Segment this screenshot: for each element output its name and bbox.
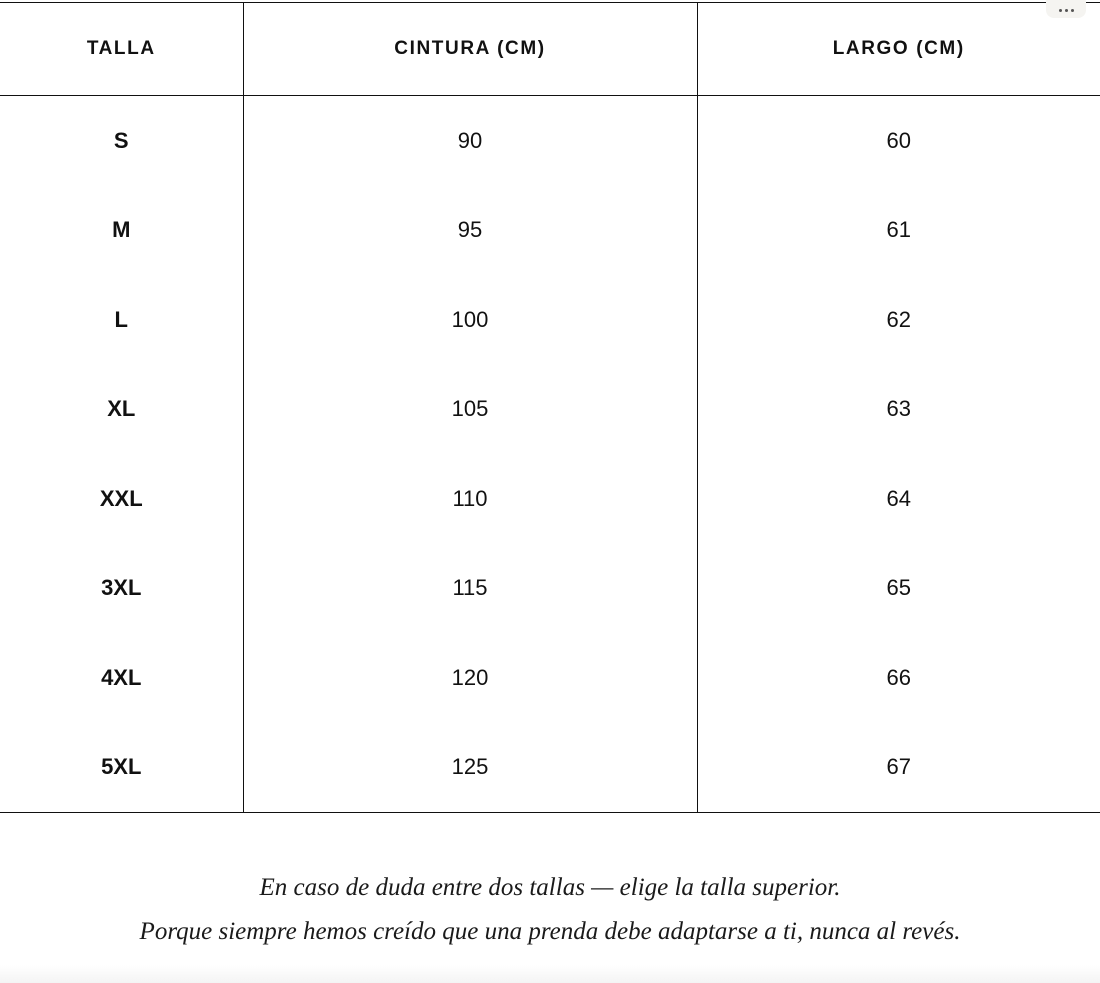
waist-cell: 125 xyxy=(243,723,697,813)
waist-cell: 105 xyxy=(243,365,697,455)
size-cell: 3XL xyxy=(101,575,142,601)
waist-cell: 95 xyxy=(243,186,697,276)
size-cell: XL xyxy=(107,396,136,422)
length-cell: 65 xyxy=(697,544,1100,634)
length-cell: 62 xyxy=(697,275,1100,365)
length-cell: 63 xyxy=(697,365,1100,455)
bottom-edge-fade xyxy=(0,965,1100,983)
header-talla: TALLA xyxy=(0,3,243,96)
waist-cell: 100 xyxy=(243,275,697,365)
header-largo: LARGO (CM) xyxy=(697,3,1100,96)
length-cell: 61 xyxy=(697,186,1100,276)
header-cintura: CINTURA (CM) xyxy=(243,3,697,96)
size-cell: 4XL xyxy=(101,664,142,690)
size-cell: 5XL xyxy=(0,723,243,813)
length-cell: 60 xyxy=(697,96,1100,186)
table-row xyxy=(0,544,1100,634)
length-cell: 66 xyxy=(697,633,1100,723)
size-cell: M xyxy=(112,217,131,243)
table-row xyxy=(0,633,1100,723)
table-row xyxy=(0,723,1100,813)
table-row xyxy=(0,186,1100,276)
length-cell: 67 xyxy=(697,723,1100,813)
size-chart-table xyxy=(0,3,1100,813)
length-cell: 64 xyxy=(697,454,1100,544)
waist-cell: 115 xyxy=(243,544,697,634)
size-cell: L xyxy=(114,306,128,332)
size-cell: XXL xyxy=(99,485,143,511)
waist-cell: 120 xyxy=(243,633,697,723)
size-advice-note xyxy=(0,866,1100,954)
waist-cell: 90 xyxy=(243,96,697,186)
table-row xyxy=(0,365,1100,455)
advice-line-2: Porque siempre hemos creído que una prenda debe adaptarse a ti, nunca al revés. xyxy=(139,918,961,945)
table-row xyxy=(0,454,1100,544)
table-header-row xyxy=(0,3,1100,96)
table-row xyxy=(0,96,1100,186)
waist-cell: 110 xyxy=(243,454,697,544)
table-row xyxy=(0,275,1100,365)
size-cell: S xyxy=(113,127,129,153)
advice-line-1: En caso de duda entre dos tallas — elige la talla superior. xyxy=(259,874,841,901)
